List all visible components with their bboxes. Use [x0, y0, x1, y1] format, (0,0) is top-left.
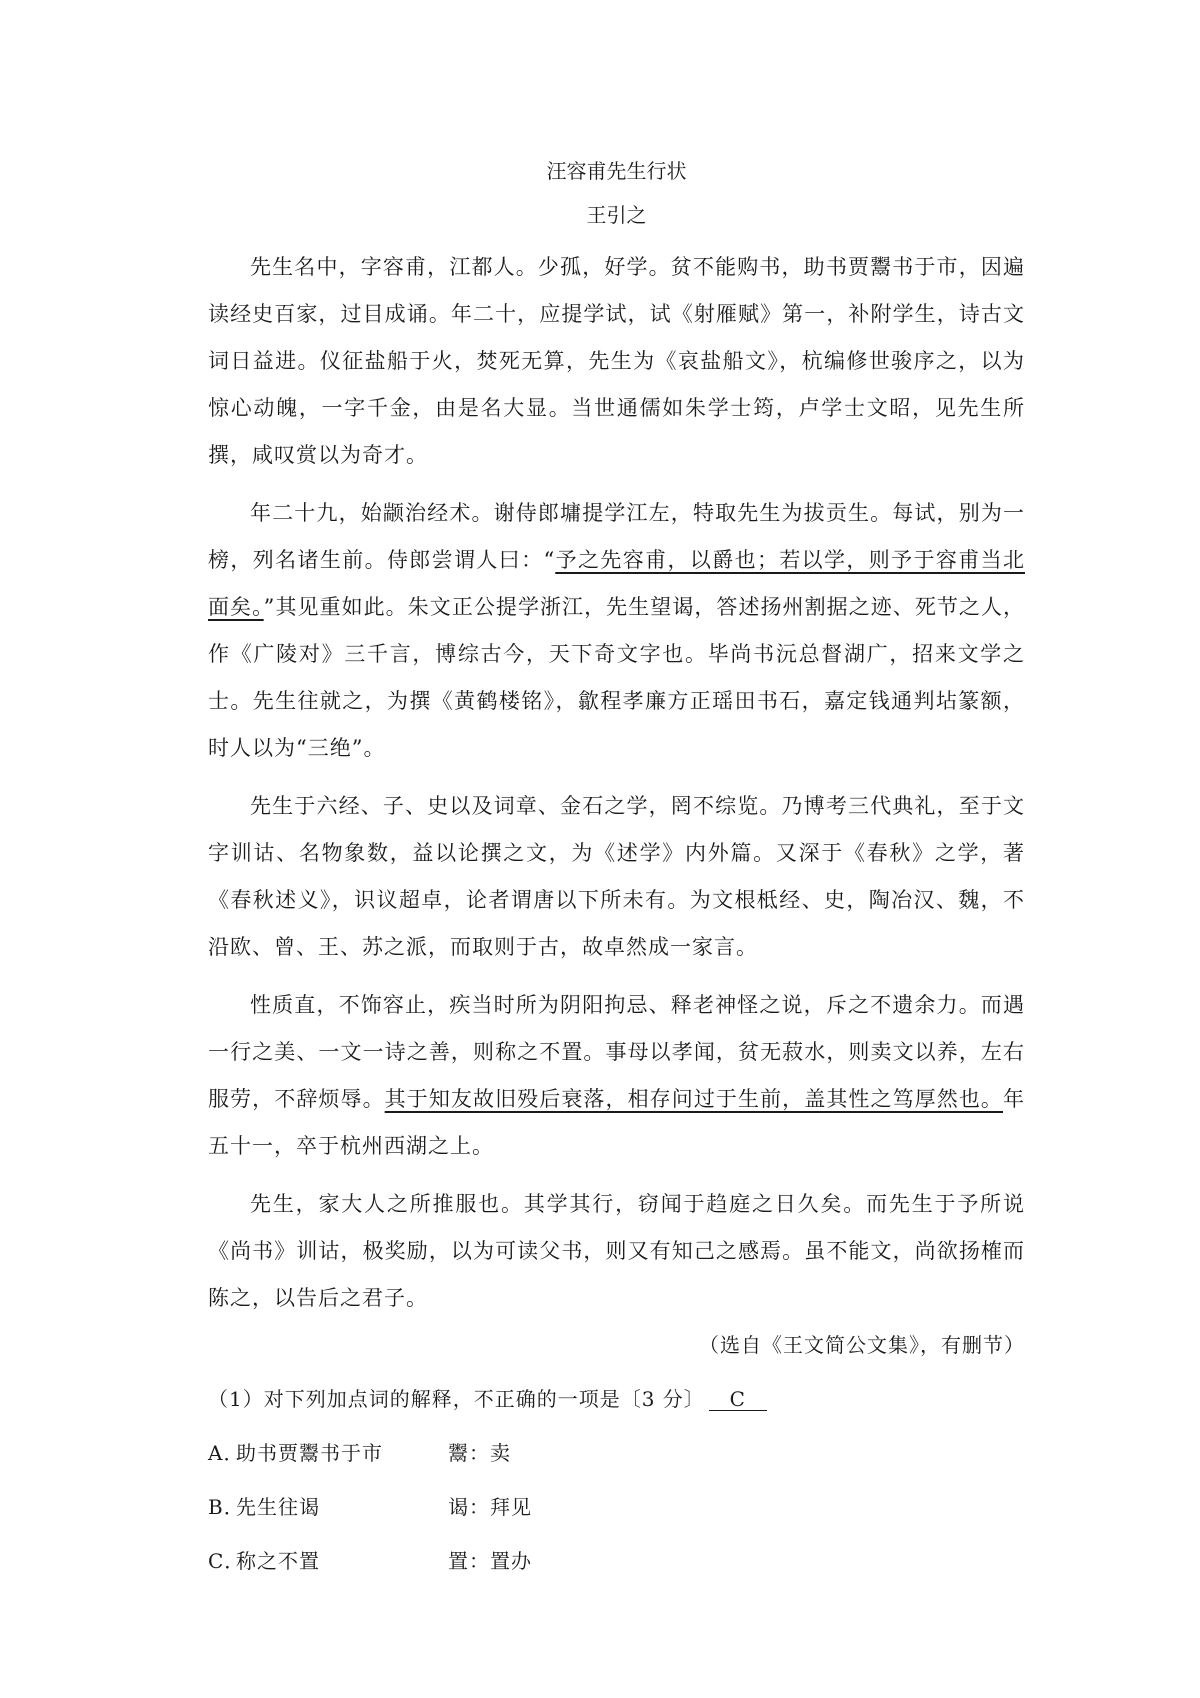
- option-c: [208, 1549, 1025, 1573]
- paragraph-2-text-before: 年二十九，始颛治经术。谢侍郎墉提学江左，特取先生为拔贡生。每试，别为一榜，列名诸生前。侍郎尝谓人曰：“: [208, 501, 1025, 572]
- paragraph-2-text-after: ”其见重如此。朱文正公提学浙江，先生望谒，答述扬州割据之迹、死节之人，作《广陵对》三千言，博综古今，天下奇文字也。毕尚书沅总督湖广，招来文学之士。先生往就之，为撰《黄鹤楼铭》，歙程孝廉方正瑶田书石，嘉定钱通判坫篆额，时人以为“三绝”。: [208, 595, 1026, 760]
- paragraph-1: 先生名中，字容甫，江都人。少孤，好学。贫不能购书，助书贾鬻书于市，因遍读经史百家，过目成诵。年二十，应提学试，试《射雁赋》第一，补附学生，诗古文词日益进。仪征盐船于火，焚死无算，先生为《哀盐船文》，杭编修世骏序之，以为惊心动魄，一字千金，由是名大显。当世通儒如朱学士筠，卢学士文昭，见先生所撰，咸叹赏以为奇才。: [208, 255, 1025, 467]
- option-c-gloss: 置：置办: [448, 1549, 532, 1573]
- paragraph-4-text-after: 年五十一，卒于杭州西湖之上。: [208, 1087, 1026, 1158]
- paragraph-4-text-before: 性质直，不饰容止，疾当时所为阴阳拘忌、释老神怪之说，斥之不遗余力。而遇一行之美、一文一诗之善，则称之不置。事母以孝闻，贫无菽水，则卖文以养，左右服劳，不辞烦辱。: [208, 993, 1025, 1111]
- underlined-sentence-1: 予之先容甫，以爵也；若以学，则予于容甫当北面矣。: [208, 548, 1025, 619]
- option-a-phrase: 助书贾鬻书于市: [236, 1441, 383, 1465]
- option-b-letter: B．: [208, 1495, 245, 1519]
- paragraph-2: [208, 490, 1025, 772]
- option-a-gloss: 鬻：卖: [448, 1441, 511, 1465]
- document-title: 汪容甫先生行状: [546, 159, 687, 183]
- paragraph-3: 先生于六经、子、史以及词章、金石之学，罔不综览。乃博考三代典礼，至于文字训诂、名物象数，益以论撰之文，为《述学》内外篇。又深于《春秋》之学，著《春秋述义》，识议超卓，论者谓唐以下所未有。为文根柢经、史，陶冶汉、魏，不沿欧、曾、王、苏之派，而取则于古，故卓然成一家言。: [208, 794, 1025, 959]
- option-c-phrase: 称之不置: [236, 1549, 320, 1573]
- question-1: [208, 1387, 1025, 1411]
- option-c-letter: C．: [208, 1549, 246, 1573]
- document-author: 王引之: [586, 203, 647, 227]
- option-a: [208, 1441, 1025, 1465]
- option-b-phrase: 先生往谒: [236, 1495, 320, 1519]
- underlined-sentence-2: 其于知友故旧殁后衰落，相存问过于生前，盖其性之笃厚然也。: [384, 1087, 1004, 1111]
- source-citation: （选自《王文简公文集》，有删节）: [699, 1333, 1025, 1357]
- paragraph-5: 先生，家大人之所推服也。其学其行，窃闻于趋庭之日久矣。而先生于予所说《尚书》训诂，极奖励，以为可读父书，则又有知己之感焉。虽不能文，尚欲扬榷而陈之，以告后之君子。: [208, 1192, 1025, 1310]
- option-b-gloss: 谒：拜见: [448, 1495, 532, 1519]
- answer-blank: C: [709, 1388, 767, 1411]
- option-a-letter: A．: [208, 1441, 245, 1465]
- question-1-prompt: （1）对下列加点词的解释，不正确的一项是〔3 分〕: [208, 1387, 705, 1411]
- option-b: [208, 1495, 1025, 1519]
- paragraph-4: [208, 982, 1025, 1170]
